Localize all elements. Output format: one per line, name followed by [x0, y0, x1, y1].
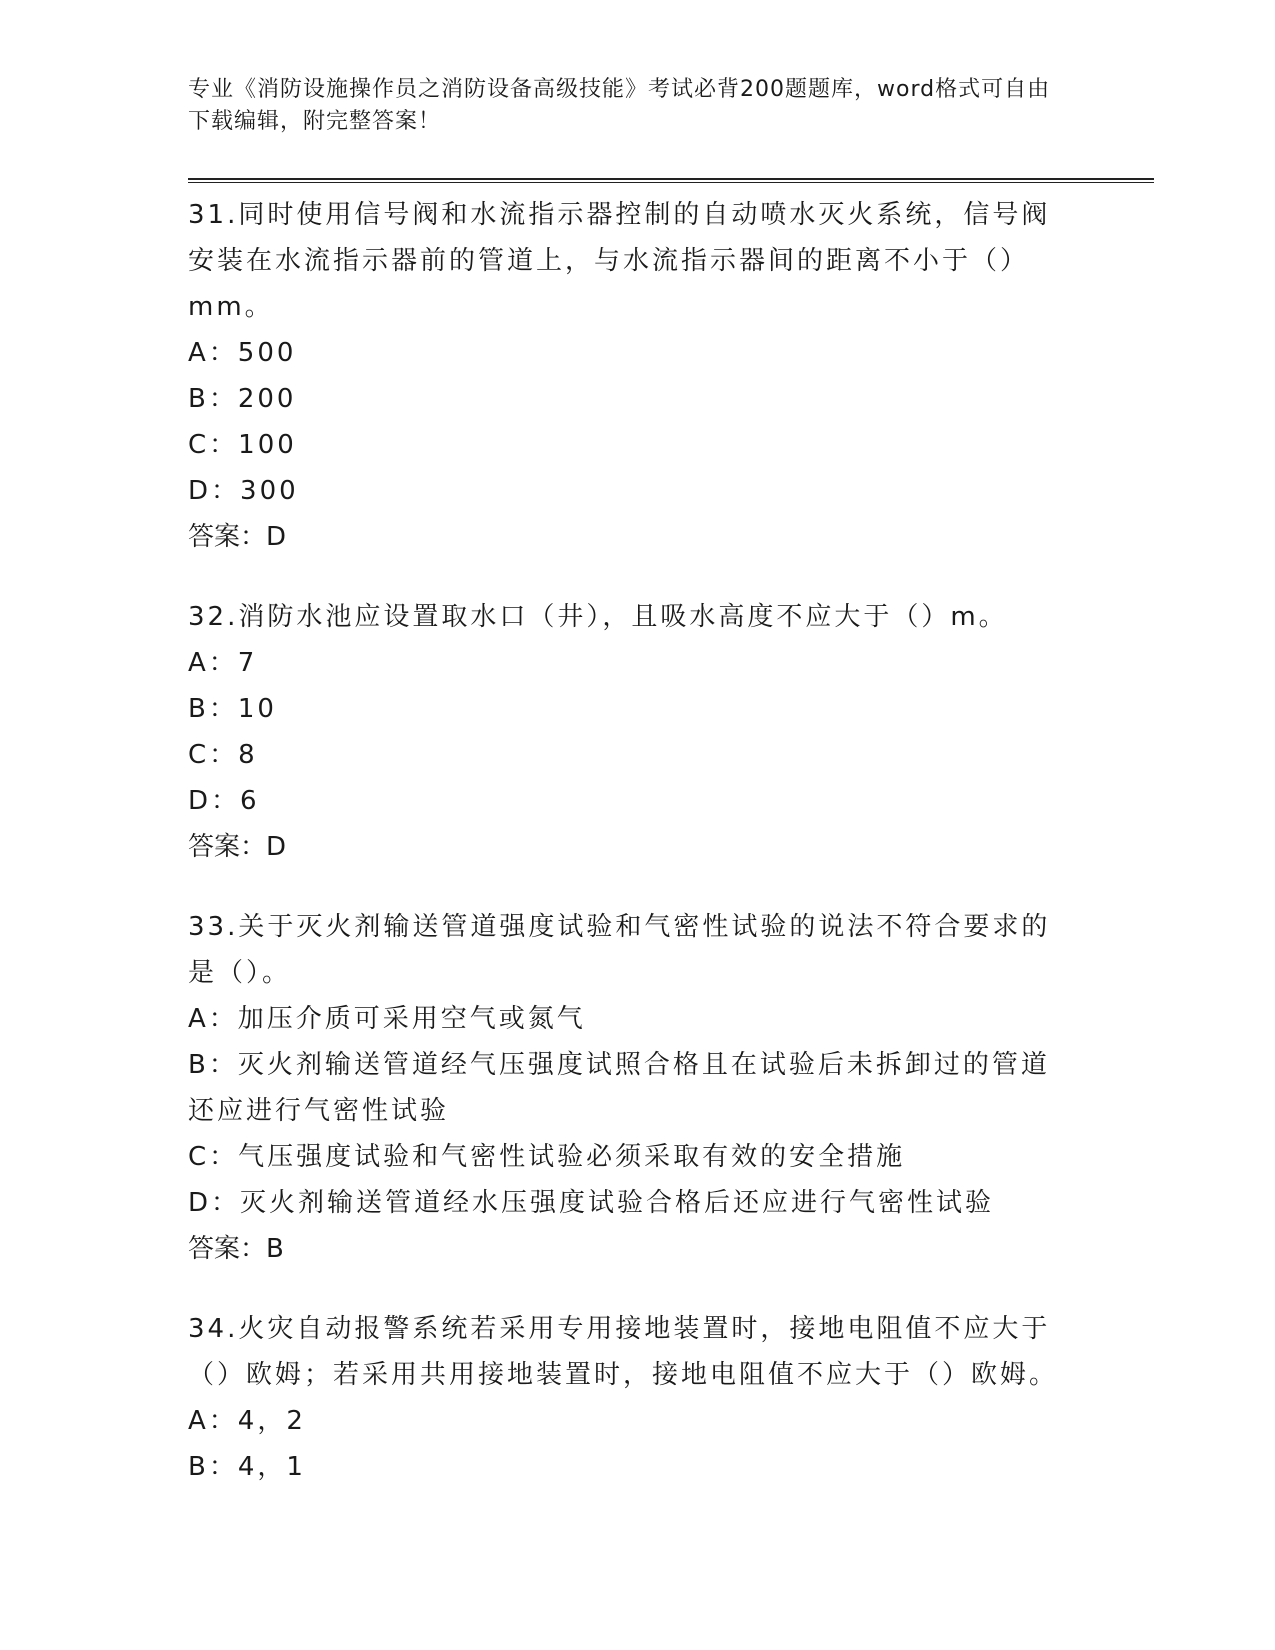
option-b: B：200 [188, 384, 297, 414]
answer-line: 答案：D [188, 522, 287, 552]
option-a: A：500 [188, 338, 297, 368]
question-32 [188, 594, 1088, 870]
option-a: A：加压介质可采用空气或氮气 [188, 1004, 586, 1034]
question-text: 32.消防水池应设置取水口（井），且吸水高度不应大于（）m。 [188, 602, 1008, 632]
option-b: B：灭火剂输送管道经气压强度试照合格且在试验后未拆卸过的管道还应进行气密性试验 [188, 1050, 1050, 1126]
option-c: C：8 [188, 740, 258, 770]
question-34 [188, 1306, 1088, 1490]
header-divider [188, 178, 1154, 183]
question-31 [188, 192, 1088, 560]
option-c: C：气压强度试验和气密性试验必须采取有效的安全措施 [188, 1142, 906, 1172]
option-b: B：10 [188, 694, 277, 724]
option-c: C：100 [188, 430, 297, 460]
option-d: D：6 [188, 786, 260, 816]
answer-line: 答案：D [188, 832, 287, 862]
question-text: 33.关于灭火剂输送管道强度试验和气密性试验的说法不符合要求的是（）。 [188, 912, 1051, 988]
question-text: 31.同时使用信号阀和水流指示器控制的自动喷水灭火系统，信号阀安装在水流指示器前的管道上，与水流指示器间的距离不小于（）mm。 [188, 200, 1051, 322]
option-a: A：4，2 [188, 1406, 306, 1436]
document-intro: 专业《消防设施操作员之消防设备高级技能》考试必背200题题库，word格式可自由下载编辑，附完整答案！ [188, 77, 1051, 134]
option-d: D：灭火剂输送管道经水压强度试验合格后还应进行气密性试验 [188, 1188, 995, 1218]
question-text: 34.火灾自动报警系统若采用专用接地装置时，接地电阻值不应大于（）欧姆；若采用共用接地装置时，接地电阻值不应大于（）欧姆。 [188, 1314, 1059, 1390]
option-b: B：4，1 [188, 1452, 306, 1482]
option-a: A：7 [188, 648, 258, 678]
question-33 [188, 904, 1088, 1272]
question-list [188, 192, 1088, 1524]
answer-line: 答案：B [188, 1234, 284, 1264]
option-d: D：300 [188, 476, 299, 506]
